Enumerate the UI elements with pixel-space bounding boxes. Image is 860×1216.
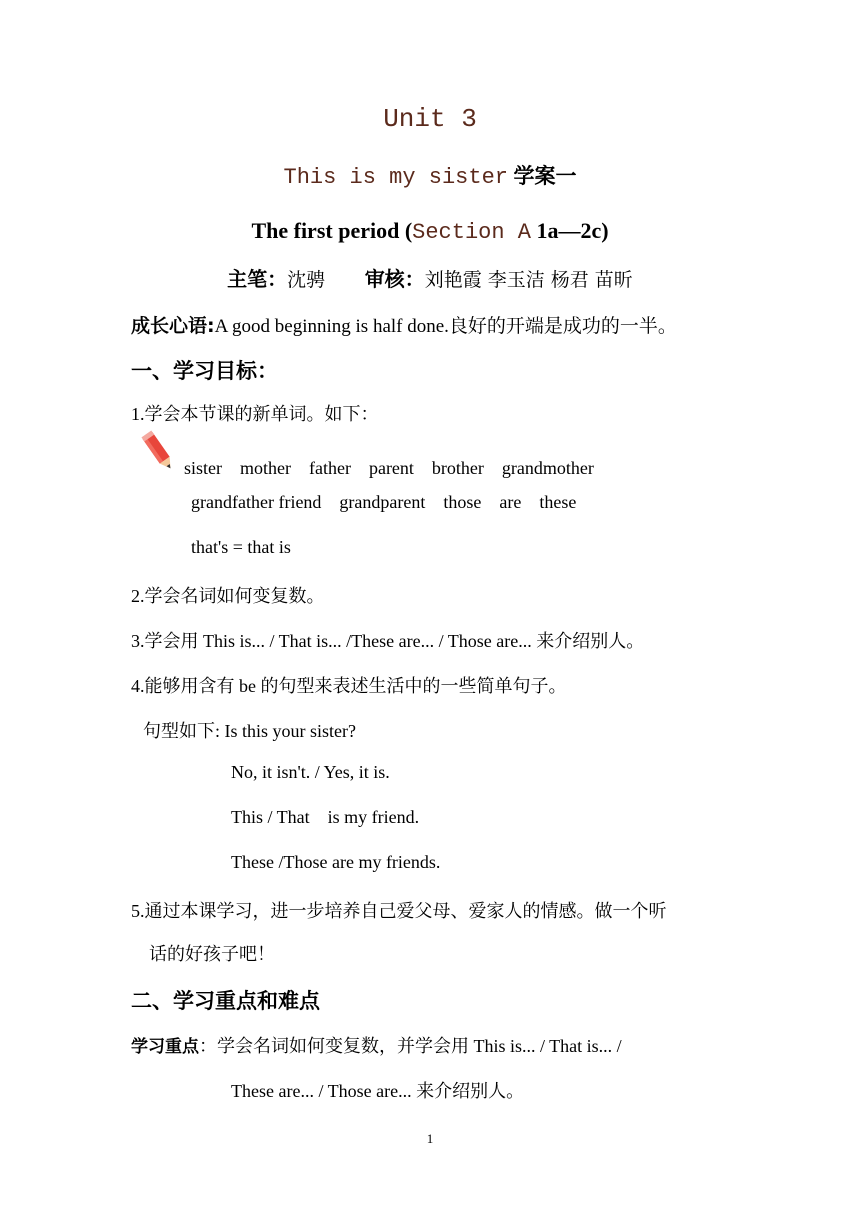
period-part-c: 1a—2c) [530,218,609,243]
period-section: Section A [412,220,531,245]
key-point-line-1 [131,1032,622,1058]
motto-line [131,311,677,338]
page-number: 1 [426,1131,434,1146]
writer-label: 主笔： [227,267,288,291]
unit-title: Unit 3 [383,104,477,134]
key-point-label: 学习重点 [131,1037,199,1057]
pattern-3: This / That is my friend. [231,807,420,827]
pattern-2: No, it isn't. / Yes, it is. [231,762,390,782]
lesson-title [0,160,860,190]
reviewer-label: 审核： [364,267,425,291]
writer-name: 沈骋 [287,269,326,291]
lesson-title-en: This is my sister [283,165,508,190]
words-line-3: that's = that is [191,537,291,557]
pattern-4: These /Those are my friends. [231,852,441,872]
goal-item-2: 2.学会名词如何变复数。 [131,586,325,606]
pattern-1: Is this your sister? [224,721,356,741]
goal-item-3: 3.学会用 This is... / That is... /These are... / Those are... 来介绍别人。 [131,631,645,651]
section2-heading: 二、学习重点和难点 [131,989,320,1013]
words-line-1: sister mother father parent brother grandmother [184,458,594,478]
key-point-line-2: These are... / Those are... 来介绍别人。 [231,1081,525,1101]
section1-heading: 一、学习目标： [131,359,278,383]
authors-line [0,263,860,292]
key-point-text-1: ：学会名词如何变复数，并学会用 This is... / That is... / [199,1036,622,1056]
period-title [0,218,860,245]
lesson-title-cn: 学案一 [513,164,577,188]
goal-item-4: 4.能够用含有 be 的句型来表述生活中的一些简单句子。 [131,676,567,696]
motto-label: 成长心语: [131,315,215,337]
goal-item-5-line-2: 话的好孩子吧！ [149,944,275,964]
reviewer-names: 刘艳霞 李玉洁 杨君 苗昕 [424,269,633,291]
period-part-a: The first period ( [251,218,413,243]
goal-item-1: 1.学会本节课的新单词。如下： [131,404,379,424]
pattern-label: 句型如下: [143,721,225,741]
goal-item-5-line-1: 5.通过本课学习，进一步培养自己爱父母、爱家人的情感。做一个听 [131,901,667,921]
pattern-line-1 [143,717,356,743]
motto-text: A good beginning is half done.良好的开端是成功的一半。 [214,316,677,337]
words-line-2: grandfather friend grandparent those are these [191,492,577,512]
pencil-icon [138,430,180,474]
